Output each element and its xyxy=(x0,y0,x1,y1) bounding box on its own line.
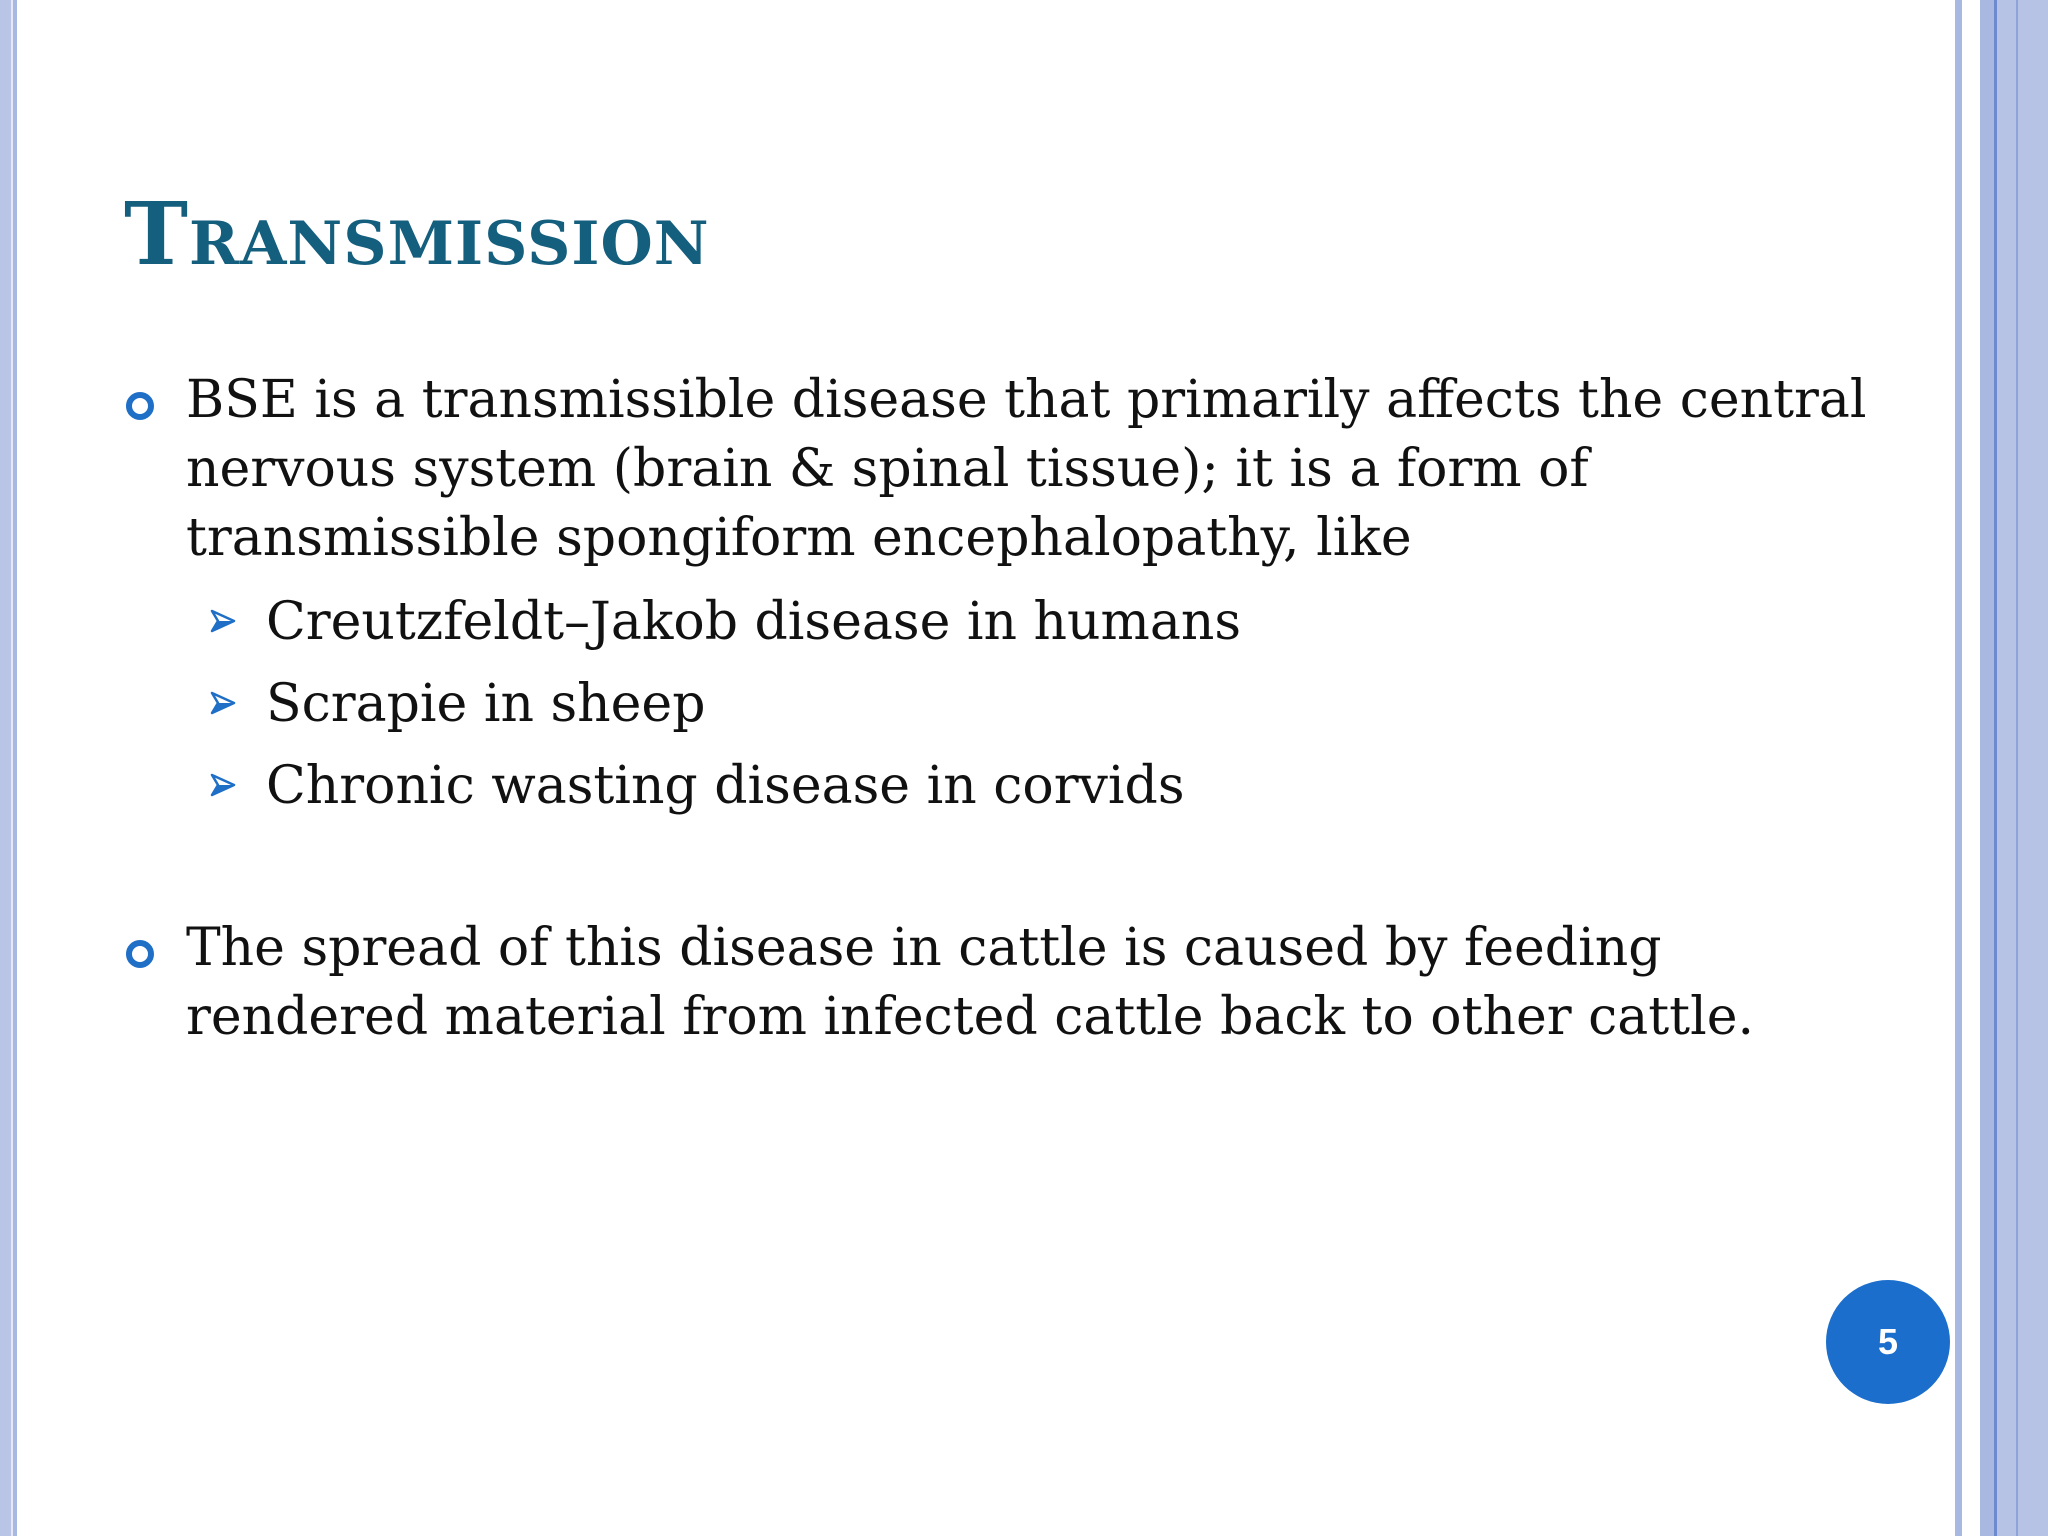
hollow-circle-icon xyxy=(126,392,154,420)
left-border-stripe-inner xyxy=(13,0,17,1536)
right-border-thin-line xyxy=(2016,0,2018,1536)
bullet-text: BSE is a transmissible disease that primarily affects the central nervous system (brain & spinal tissue); it is a form of transmissible spongiform encephalopathy, like xyxy=(186,370,1867,568)
sub-bullet-item xyxy=(124,663,1884,745)
bullet-item xyxy=(124,366,1884,573)
bullet-item xyxy=(124,914,1884,1052)
page-number-badge: 5 xyxy=(1826,1280,1950,1404)
sub-bullet-text: Scrapie in sheep xyxy=(266,674,706,734)
slide-title: Transmission xyxy=(124,184,710,285)
left-border-stripe xyxy=(0,0,11,1536)
slide-body xyxy=(124,366,1884,1052)
right-border-gap xyxy=(1962,0,1980,1536)
hollow-circle-icon xyxy=(126,940,154,968)
right-border-stripe-1 xyxy=(1955,0,1962,1536)
sub-bullet-item xyxy=(124,745,1884,827)
right-border-stripe-3 xyxy=(1997,0,2048,1536)
spacer xyxy=(124,827,1884,914)
arrowhead-icon xyxy=(210,608,236,634)
sub-bullet-text: Chronic wasting disease in corvids xyxy=(266,756,1185,816)
sub-bullet-item xyxy=(124,581,1884,663)
sub-bullet-text: Creutzfeldt–Jakob disease in humans xyxy=(266,592,1241,652)
sub-bullet-list xyxy=(124,581,1884,827)
right-border-stripe-2 xyxy=(1980,0,1994,1536)
bullet-text: The spread of this disease in cattle is caused by feeding rendered material from infected cattle back to other cattle. xyxy=(186,918,1754,1047)
arrowhead-icon xyxy=(210,690,236,716)
arrowhead-icon xyxy=(210,772,236,798)
